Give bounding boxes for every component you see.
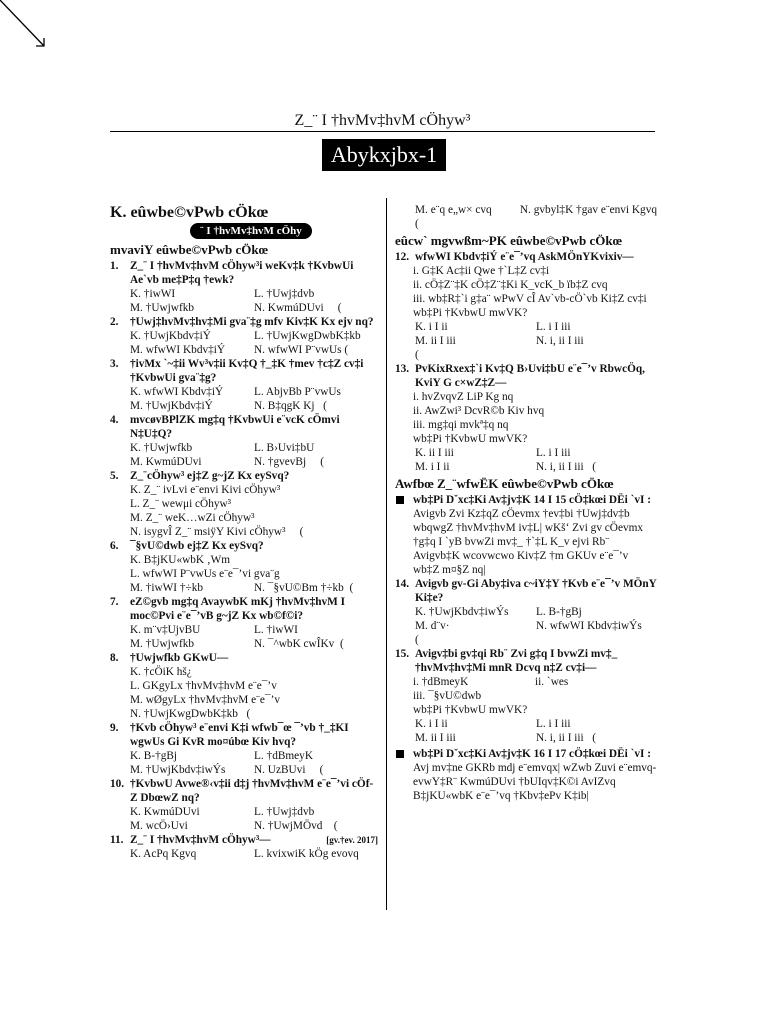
statement-list: i. †dBmeyK ii. `wes iii. ¯§vU©dwb wb‡Pi †KvbwU mwVK? xyxy=(413,676,569,716)
right-column: M. e¨q e„w× cvq N. gvbyl‡K †gav e¨envi Kgvq ( eûcw` mgvwßm~PK eûwbe©vPwb cÖkœ 12. wfwWI Kbdv‡iÝ e¨e¯’vq AskMÖnYKvixiv— i. G‡K Ac‡ii Qwe †`L‡Z cv‡i ii. cÖ‡Z¨‡K cÖ‡Z¨‡Ki K_vcK_b ïb‡Z cvq iii. wb‡R‡`i g‡a¨ wPwV cÎ Av`vb-cÖ`vb Ki‡Z cv‡i wb‡Pi †KvbwU mwVK? K. i I ii L. i I iii M. ii I iii N. i, ii I iii ( 13. PvKixRxex‡`i Kv‡Q B›Uvi‡bU e¨e¯’v RbwcÖq, KviY G c×wZ‡Z— i. hvZvqvZ LiP Kg nq ii. AwZwi³ DcvR©b Kiv hvq iii. mg‡qi mvkª‡q nq wb‡Pi †KvbwU mwVK? K. ii I iii L. i I iii M. i I ii N. i, ii I iii ( Awfbœ Z_¨wfwËK eûwbe©vPwb cÖkœ wb‡Pi Dˇxc‡Ki Av‡jv‡K 14 I 15 cÖ‡kœi DËi `vI : Avigvb Zvi Kz‡qZ cÖevmx †ev‡bi †Uwj‡dv‡b wbqwgZ †hvMv‡hvM iv‡L| wKš‘ Zvi gv cÖevmx †g‡q I `yB bvwZi mv‡_ †`‡L K_v ejvi Rb¨ Avigvb‡K wcovwcwo Kiv‡Z †m GKUv e¨e¯’v wb‡Z m¤§Z nq| 14. Avigvb gv-Gi Aby‡iva c~iY‡Y †Kvb e¨e¯’v MÖnY Ki‡e? K. †UwjKbdv‡iwÝs L. B-†gBj M. d¨v· N. wfwWI Kbdv‡iwÝs ( 15. Avigv‡bi gv‡qi Rb¨ Zvi g‡q I bvwZi mv‡_ †hvMv‡hv‡Mi mnR Dcvq n‡Z cv‡i— i. †dBmeyK ii. `wes iii. ¯§vU©dwb wb‡Pi †KvbwU mwVK? K. i I ii L. i I iii M. ii I iii N. i, ii I iii ( wb‡Pi Dˇxc‡Ki Av‡jv‡K 16 I 17 cÖ‡kœi DËi `vI : Avj mv‡ne GKRb mdj e¨emvqx| wZwb Zuvi e¨emvq-evwY‡R¨ KwmúDUvi †bUIqv‡K©i AvIZvq B‡jKU«wbK e¨e¯’vq †Kbv‡ePv K‡ib| xyxy=(395,204,657,802)
square-bullet-icon xyxy=(395,495,405,505)
answer-options: K. AcPq Kgvq L. kvixwiK kÖg evovq xyxy=(130,848,359,860)
corner-arrow-icon xyxy=(0,0,60,60)
answer-options: K. ii I iii L. i I iii M. i I ii N. i, ii I iii ( xyxy=(415,447,596,473)
statement-list: i. G‡K Ac‡ii Qwe †`L‡Z cv‡i ii. cÖ‡Z¨‡K cÖ‡Z¨‡Ki K_vcK_b ïb‡Z cvq iii. wb‡R‡`i g‡a¨ wPwV cÎ Av`vb-cÖ`vb Ki‡Z cv‡i wb‡Pi †KvbwU mwVK? xyxy=(413,265,647,319)
section-title: K. eûwbe©vPwb cÖkœ xyxy=(110,204,269,221)
chapter-title: Abykxjbx-1 xyxy=(322,139,446,171)
question: 10. †KvbwU Avwe®‹v‡ii d‡j †hvMv‡hvM e¨e¯’vi cÖf-Z DbœwZ nq? xyxy=(110,778,374,804)
question: 1. Z_¨ I †hvMv‡hvM cÖhyw³i weKv‡k †KvbwUi Ae`vb me‡P‡q †ewk? xyxy=(110,260,354,286)
question: 2. †Uwj‡hvMv‡hv‡Mi gva¨‡g mfv Kiv‡K Kx ejv nq? xyxy=(110,316,374,328)
subsection-title: eûcw` mgvwßm~PK eûwbe©vPwb cÖkœ xyxy=(395,233,622,248)
answer-options: K. †UwjKbdv‡iwÝs L. B-†gBj M. d¨v· N. wfwWI Kbdv‡iwÝs xyxy=(415,606,642,632)
question: 11. Z_¨ I †hvMv‡hvM cÖhyw³— [gv.†ev. 2017] xyxy=(110,834,378,846)
answer-options: K. †cÖiK hš¿ L. GKgyLx †hvMv‡hvM e¨e¯’v M. wØgyLx †hvMv‡hvM e¨e¯’v N. †UwjKwgDwbK‡kb ( xyxy=(130,666,280,720)
topic-pill: ¨ I †hvMv‡hvM cÖhy xyxy=(190,223,312,239)
statement-list: i. hvZvqvZ LiP Kg nq ii. AwZwi³ DcvR©b Kiv hvq iii. mg‡qi mvkª‡q nq wb‡Pi †KvbwU mwVK? xyxy=(413,391,545,445)
question: 5. Z_¨cÖhyw³ ej‡Z g~jZ Kx eySvq? xyxy=(110,470,290,482)
answer-options: K. i I ii L. i I iii M. ii I iii N. i, ii I iii xyxy=(415,321,584,347)
passage-text: Avj mv‡ne GKRb mdj e¨emvqx| wZwb Zuvi e¨emvq-evwY‡R¨ KwmúDUvi †bUIqv‡K©i AvIZvq B‡jKU«wbK e¨e¯’vq †Kbv‡ePv K‡ib| xyxy=(413,762,657,802)
subsection-title: mvaviY eûwbe©vPwb cÖkœ xyxy=(110,242,269,257)
question: 12. wfwWI Kbdv‡iÝ e¨e¯’vq AskMÖnYKvixiv— xyxy=(395,251,634,263)
answer-options: K. wfwWI Kbdv‡iÝ L. AbjvBb P¨vwUs M. †UwjKbdv‡iÝ N. B‡qgK Kj ( xyxy=(130,386,341,412)
answer-options: K. B-†gBj L. †dBmeyK M. †UwjKbdv‡iwÝs N. UzBUvi ( xyxy=(130,750,324,776)
board-reference: [gv.†ev. 2017] xyxy=(326,835,378,845)
answer-options: K. †iwWI L. †Uwj‡dvb M. †Uwjwfkb N. KwmúDUvi ( xyxy=(130,288,342,314)
answer-options: K. Z_¨ ivLvi e¨envi Kivi cÖhyw³ L. Z_¨ wewμi cÖhyw³ M. Z_¨ weK…wZi cÖhyw³ N. isygvÎ Z_¨ msiÿY Kivi cÖhyw³ ( xyxy=(130,484,304,538)
answer-options: M. e¨q e„w× cvq N. gvbyl‡K †gav e¨envi Kgvq xyxy=(415,204,657,216)
question: 8. †Uwjwfkb GKwU— xyxy=(110,652,229,664)
question: 6. ¯§vU©dwb ej‡Z Kx eySvq? xyxy=(110,540,264,552)
column-divider xyxy=(386,198,387,910)
question: 14. Avigvb gv-Gi Aby‡iva c~iY‡Y †Kvb e¨e¯’v MÖnY Ki‡e? xyxy=(395,578,657,604)
square-bullet-icon xyxy=(395,749,405,759)
passage-heading: wb‡Pi Dˇxc‡Ki Av‡jv‡K 16 I 17 cÖ‡kœi DËi `vI : xyxy=(395,747,657,761)
subsection-title: Awfbœ Z_¨wfwËK eûwbe©vPwb cÖkœ xyxy=(395,476,614,491)
question: 13. PvKixRxex‡`i Kv‡Q B›Uvi‡bU e¨e¯’v RbwcÖq, KviY G c×wZ‡Z— xyxy=(395,363,645,389)
question: 3. †ivMx `~‡ii Wv³v‡ii Kv‡Q †_‡K †mev †c‡Z cv‡i †KvbwUi gva¨‡g? xyxy=(110,358,364,384)
passage-text: Avigvb Zvi Kz‡qZ cÖevmx †ev‡bi †Uwj‡dv‡b wbqwgZ †hvMv‡hvM iv‡L| wKš‘ Zvi gv cÖevmx †g‡q I `yB bvwZi mv‡_ †`‡L K_v ejvi Rb¨ Avigvb‡K wcovwcwo Kiv‡Z †m GKUv e¨e¯’v wb‡Z m¤§Z nq| xyxy=(413,508,644,576)
header-rule xyxy=(110,131,655,132)
page-header-title: Z_¨ I †hvMv‡hvM cÖhyw³ xyxy=(294,112,471,129)
answer-options: K. m¨v‡UjvBU L. †iwWI M. †Uwjwfkb N. ¯^wbK cwÎKv ( xyxy=(130,624,344,650)
question: 7. eZ©gvb mg‡q AvaywbK mKj †hvMv‡hvM I moc©Pvi e¨e¯’vB g~jZ Kx wb©f©i? xyxy=(110,596,346,622)
left-column xyxy=(110,203,378,861)
question: 9. †Kvb cÖhyw³ e¨envi K‡i wfwb¯œ ¯’vb †_‡KI wgwUs Gi KvR mo¤úbœ Kiv hvq? xyxy=(110,722,349,748)
answer-options: K. †Uwjwfkb L. B›Uvi‡bU M. KwmúDUvi N. †gvevBj ( xyxy=(130,442,324,468)
question: 4. mvcøvBPlZK mg‡q †KvbwUi e¨vcK cÖmvi N‡U‡Q? xyxy=(110,414,340,440)
passage-heading: wb‡Pi Dˇxc‡Ki Av‡jv‡K 14 I 15 cÖ‡kœi DËi `vI : xyxy=(395,493,657,507)
answer-options: K. i I ii L. i I iii M. ii I iii N. i, ii I iii ( xyxy=(415,718,596,744)
answer-options: K. KwmúDUvi L. †Uwj‡dvb M. wcÖ›Uvi N. †UwjMÖvd ( xyxy=(130,806,338,832)
answer-options: K. †UwjKbdv‡iÝ L. †UwjKwgDwbK‡kb M. wfwWI Kbdv‡iÝ N. wfwWI P¨vwUs ( xyxy=(130,330,361,356)
answer-options: M. †iwWI †÷kb N. ¯§vU©Bm †÷kb ( xyxy=(130,582,354,594)
question: 15. Avigv‡bi gv‡qi Rb¨ Zvi g‡q I bvwZi mv‡_ †hvMv‡hv‡Mi mnR Dcvq n‡Z cv‡i— xyxy=(395,648,618,674)
answer-options: K. B‡jKU«wbK ‚Wm L. wfwWI P¨vwUs e¨e¯’vi gva¨g xyxy=(130,554,280,580)
